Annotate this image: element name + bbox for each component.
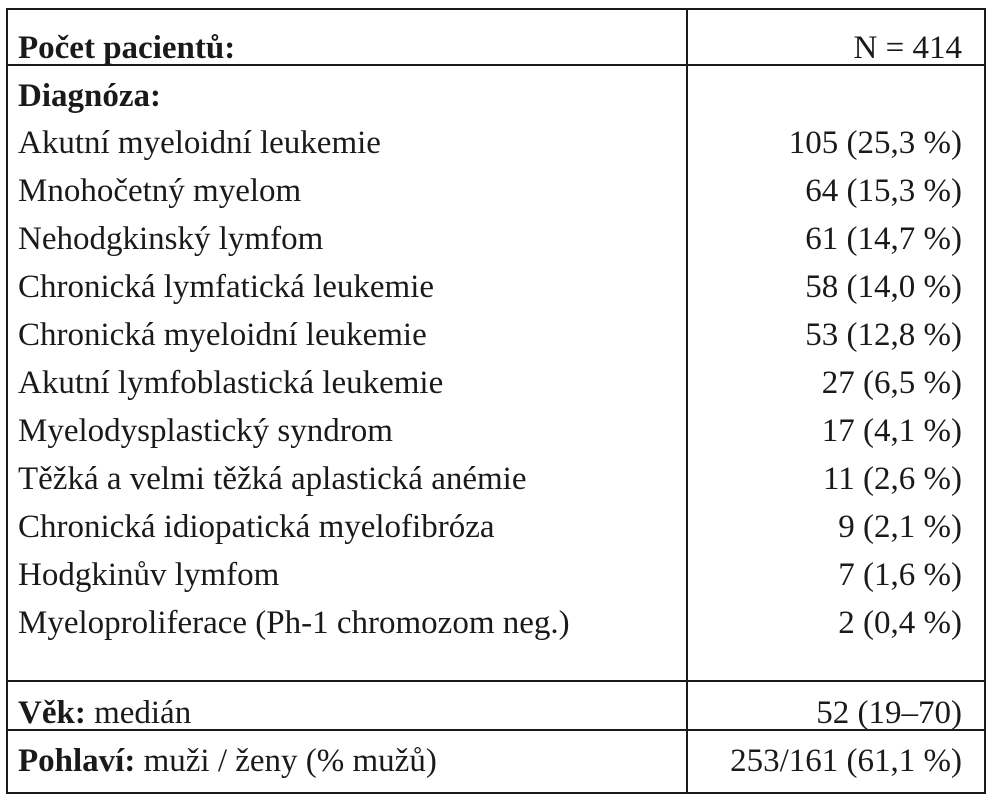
diagnosis-heading: Diagnóza:: [18, 78, 161, 114]
diagnosis-label: Chronická myeloidní leukemie: [18, 317, 427, 353]
row-divider: [8, 64, 984, 66]
diagnosis-value: 53 (12,8 %): [805, 317, 962, 353]
patient-count-value: N = 414: [853, 30, 962, 66]
diagnosis-value: 7 (1,6 %): [838, 557, 962, 593]
diagnosis-label: Myelodysplastický syndrom: [18, 413, 393, 449]
sex-label-bold: Pohlaví:: [18, 743, 136, 779]
diagnosis-label: Hodgkinův lymfom: [18, 557, 280, 593]
diagnosis-value: 27 (6,5 %): [821, 365, 962, 401]
age-label-bold: Věk:: [18, 695, 86, 731]
sex-value: 253/161 (61,1 %): [730, 743, 962, 779]
patient-count-label: Počet pacientů:: [18, 30, 236, 66]
diagnosis-value: 58 (14,0 %): [805, 269, 962, 305]
diagnosis-label: Mnohočetný myelom: [18, 173, 302, 209]
diagnosis-value: 105 (25,3 %): [788, 125, 962, 161]
age-value: 52 (19–70): [816, 695, 962, 731]
diagnosis-value: 11 (2,6 %): [823, 461, 962, 497]
diagnosis-label: Chronická lymfatická leukemie: [18, 269, 435, 305]
sex-label: [18, 745, 437, 778]
diagnosis-label: Nehodgkinský lymfom: [18, 221, 324, 257]
diagnosis-value: 17 (4,1 %): [821, 413, 962, 449]
diagnosis-value: 64 (15,3 %): [805, 173, 962, 209]
row-divider: [8, 680, 984, 682]
age-label-rest: medián: [85, 695, 192, 731]
diagnosis-value: 61 (14,7 %): [805, 221, 962, 257]
diagnosis-value: 2 (0,4 %): [838, 605, 962, 641]
sex-label-rest: muži / ženy (% mužů): [135, 743, 437, 779]
diagnosis-label: Akutní lymfoblastická leukemie: [18, 365, 444, 401]
diagnosis-value: 9 (2,1 %): [838, 509, 962, 545]
patient-characteristics-table: [6, 8, 986, 794]
diagnosis-label: Akutní myeloidní leukemie: [18, 125, 381, 161]
diagnosis-label: Těžká a velmi těžká aplastická anémie: [18, 461, 527, 497]
row-divider: [8, 729, 984, 731]
diagnosis-label: Myeloproliferace (Ph-1 chromozom neg.): [18, 605, 570, 641]
column-divider: [686, 10, 688, 792]
diagnosis-label: Chronická idiopatická myelofibróza: [18, 509, 495, 545]
age-label: [18, 697, 191, 730]
